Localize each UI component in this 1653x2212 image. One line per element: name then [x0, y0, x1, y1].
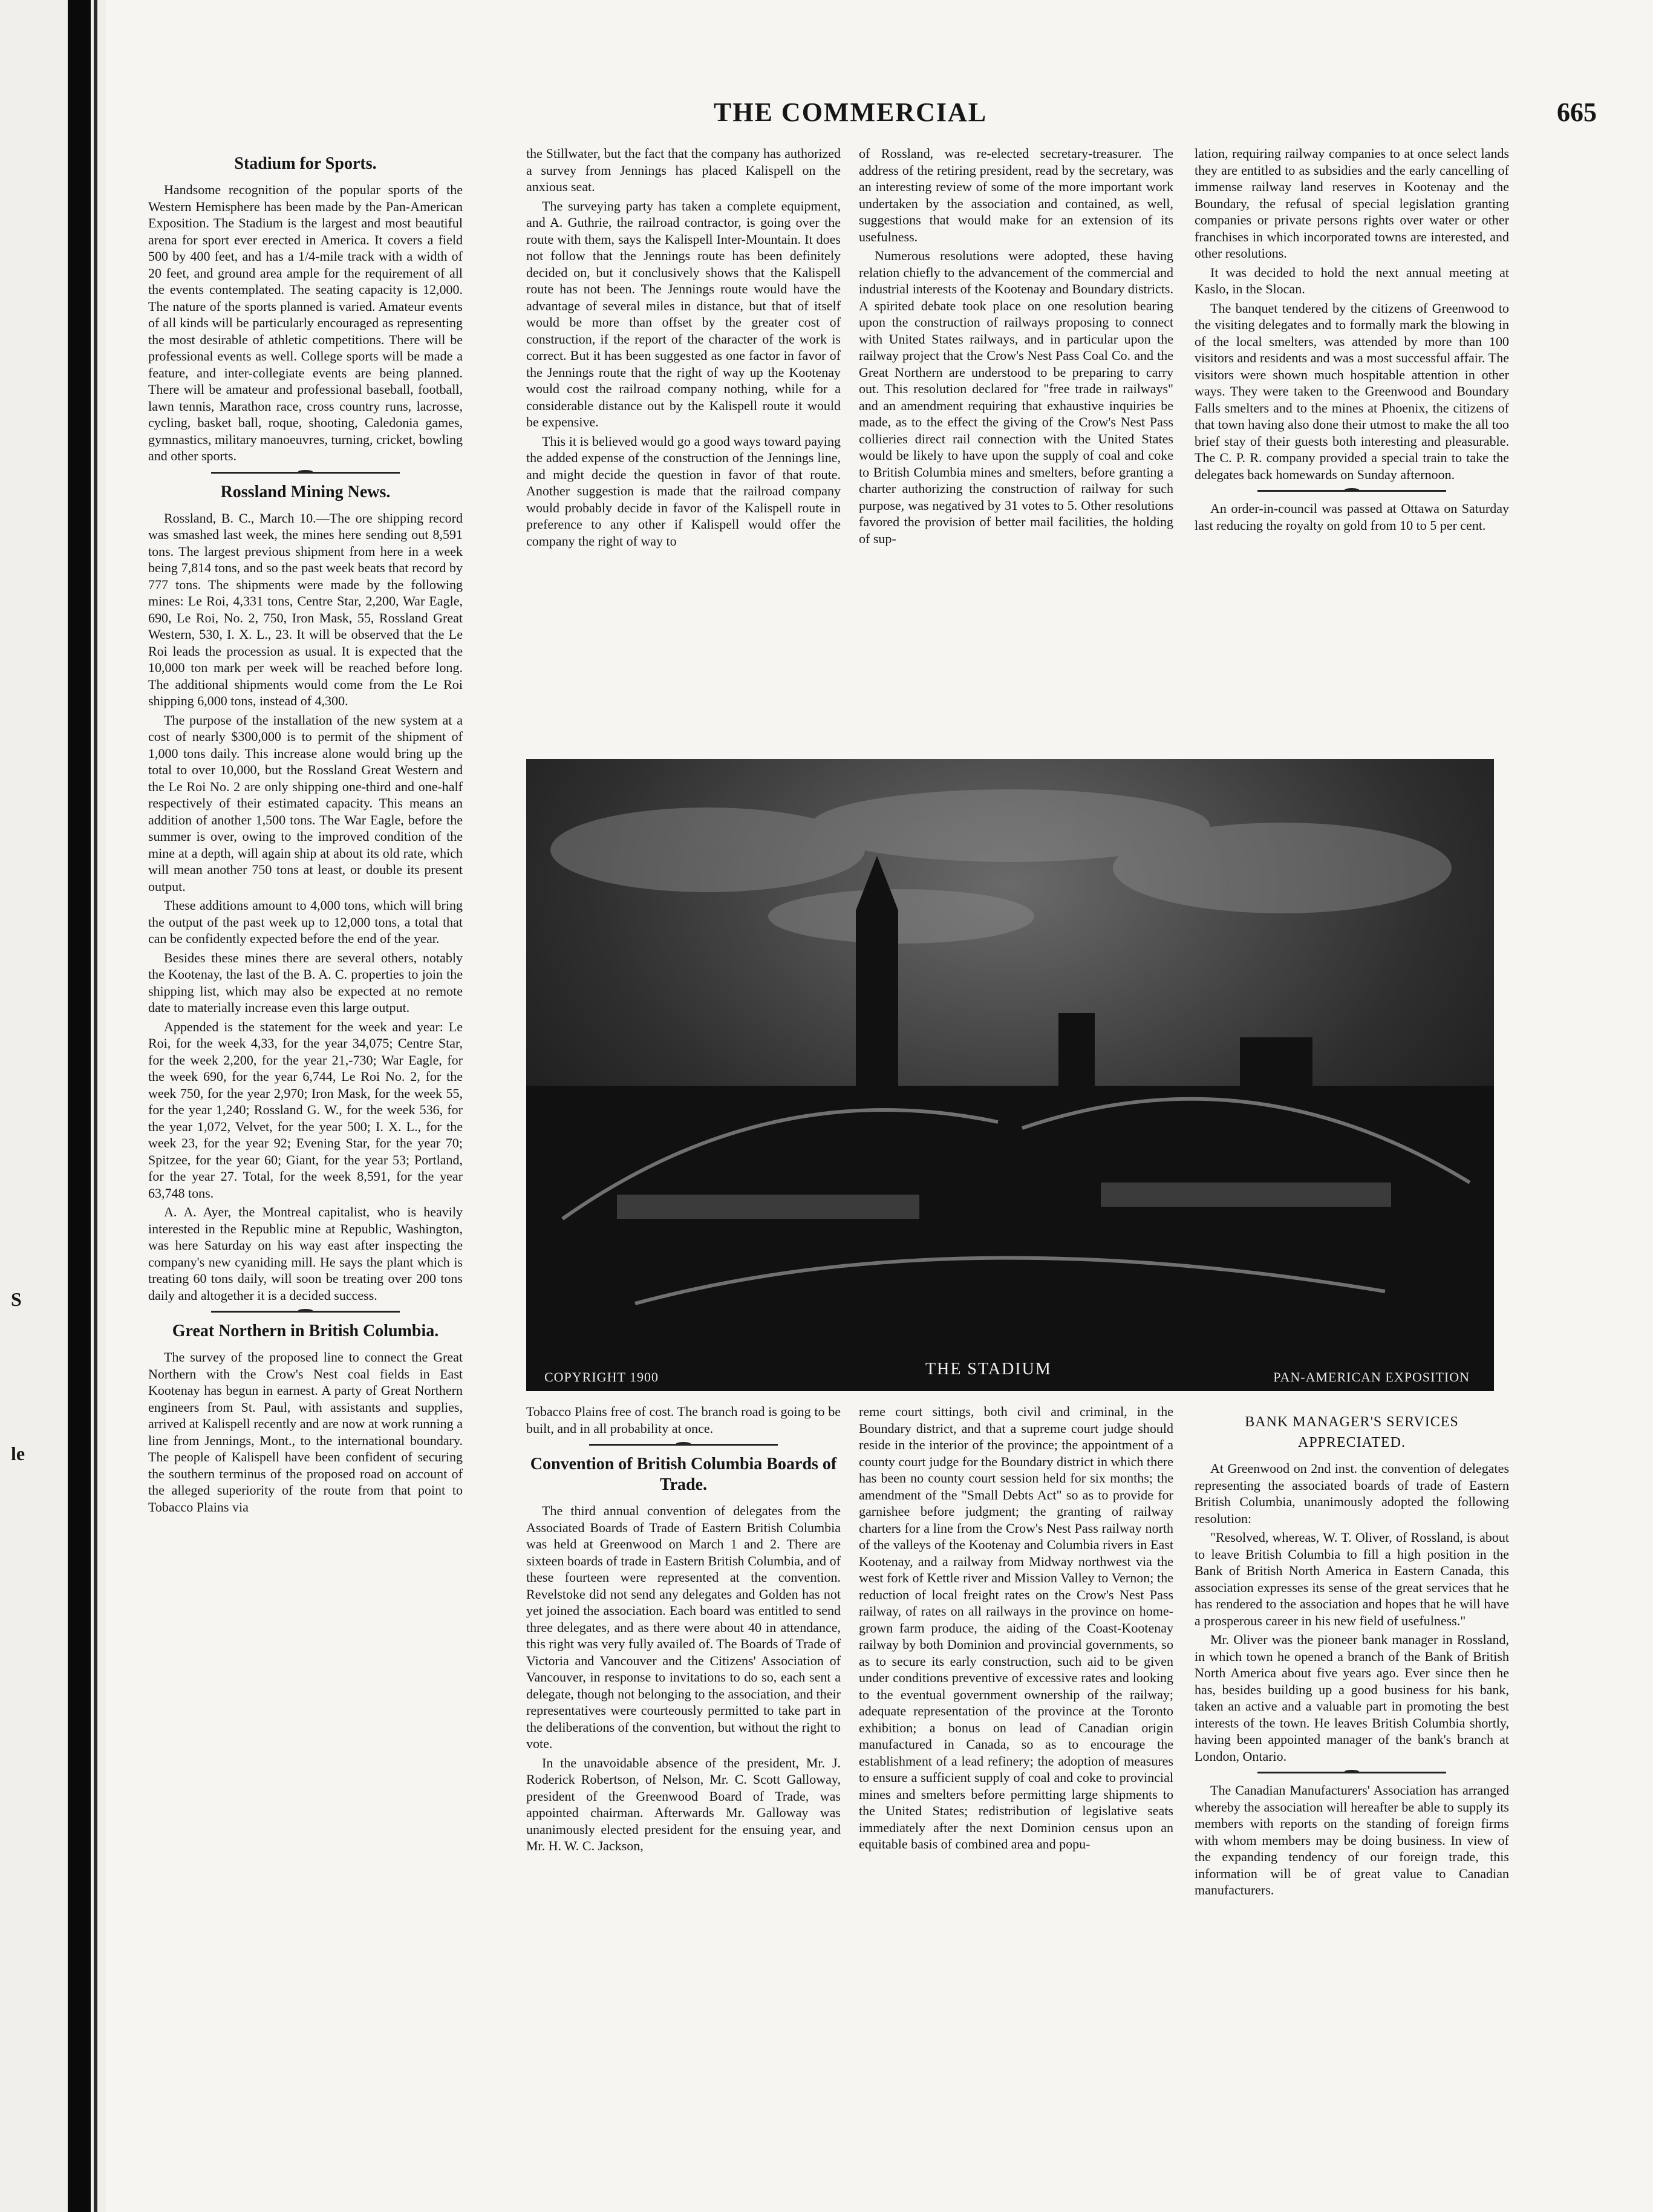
paragraph: The third annual convention of delegates from the Associated Boards of Trade of Eastern British Columbia was held at Greenwood on March 1 and 2. There are sixteen boards of trade in Eastern British Columbia, and of these fourteen were represented at the convention. Revelstoke did not send any delegates and Golden has not yet joined the association. Each board was entitled to send three delegates, and as there were about 40 in attendance, this right was very fully availed of. The Boards of Trade of Victoria and Vancouver and the Citizens' Association of Vancouver, in response to invitations to do so, each sent a delegate, though not belonging to the association, and their representatives were courteously permitted to take part in the deliberations of the convention, but without the right to vote. [526, 1503, 841, 1751]
paragraph: The surveying party has taken a complete equipment, and A. Guthrie, the railroad contractor, is going over the route with them, says the Kalispell Inter-Mountain. It does not follow that the Jennings route has been definitely decided on, but it conclusively shows that the Kalispell route has not been. The Jennings route would have the advantage of several miles in distance, but that of itself would be more than offset by the greater cost of construction, if the report of the character of the work is correct. But it has been suggested as one factor in favor of the Jennings route that the right of way up the Kootenay would cost the railroad company nothing, while for a considerable distance out by the Kalispell route it would be expensive. [526, 198, 841, 429]
gutter-fragment: S [11, 1288, 22, 1310]
column-4-top [1195, 145, 1509, 536]
adjacent-page-gutter [0, 0, 106, 2212]
paragraph: The purpose of the installation of the new system at a cost of nearly $300,000 is to permit of the shipment of 1,000 tons daily. This increase alone would bring up the total to over 10,000, but the Rossland Great Western and the Le Roi No. 2 are only shipping one-third and one-half respectively of their estimated capacity. This means an addition of another 1,500 tons. The War Eagle, before the summer is over, owing to the improved condition of the mine at a depth, will again ship at about its old rate, which will mean another 750 tons at least, or double its present output. [148, 712, 463, 894]
paragraph: This it is believed would go a good ways toward paying the added expense of the construction of the Jennings line, and might decide the question in favor of that route. Another suggestion is made that the railroad company would probably decide in favor of the Kalispell route in preference to any other if Kalispell would offer the company the right of way to [526, 433, 841, 549]
column-1 [148, 145, 463, 1518]
article-heading-stadium: Stadium for Sports. [234, 154, 377, 173]
page-number: 665 [1557, 97, 1597, 127]
publication-title: THE COMMERCIAL [714, 97, 988, 127]
column-2-top [526, 145, 841, 552]
article-heading-great-northern: Great Northern in British Columbia. [172, 1322, 439, 1340]
binding-line [94, 0, 97, 2212]
section-divider [1257, 490, 1446, 492]
photo-credit: PAN-AMERICAN EXPOSITION [1273, 1369, 1470, 1385]
paragraph: An order-in-council was passed at Ottawa on Saturday last reducing the royalty on gold from 10 to 5 per cent. [1195, 501, 1509, 533]
column-4-bottom [1195, 1403, 1509, 1901]
column-3-top [859, 145, 1173, 549]
paragraph: Numerous resolutions were adopted, these having relation chiefly to the advancement of the commercial and industrial interests of the Kootenay and Boundary districts. A spirited debate took place on one resolution bearing upon the construction of railways proposing to connect with United States railways, and in particular upon the railway project that the Crow's Nest Pass Coal Co. and the Great Northern are understood to be preparing to carry out. This resolution declared for "free trade in railways" and an amendment requiring that exhaustive inquiries be made, as to the effect the giving of the Crow's Nest Pass collieries direct rail connection with the United States would be likely to have upon the supply of coal and coke to British Columbia mines and smelters, before granting a charter authorizing the construction of railway for such purpose, was negatived by 31 votes to 5. Other resolutions favored the provision of better mail facilities, the holding of sup- [859, 248, 1173, 546]
stadium-photograph [526, 759, 1494, 1391]
paragraph: Tobacco Plains free of cost. The branch road is going to be built, and in all probability at once. [526, 1404, 841, 1436]
page-header [109, 97, 1597, 139]
paragraph: of Rossland, was re-elected secretary-treasurer. The address of the retiring president, read by the secretary, was an interesting review of some of the more important work undertaken by the association and contained, as well, suggestions that would make for an extension of its usefulness. [859, 146, 1173, 244]
article-heading-convention: Convention of British Columbia Boards of Trade. [530, 1455, 837, 1494]
section-divider [211, 472, 400, 474]
section-divider [589, 1444, 778, 1446]
section-divider [1257, 1772, 1446, 1773]
section-divider [211, 1311, 400, 1313]
paragraph: Appended is the statement for the week and year: Le Roi, for the week 4,33, for the year 34,075; Centre Star, for the week 2,200, for the year 21,-730; War Eagle, for the week 690, for the year 6,744, Le Roi No. 2, for the week 750, for the year 2,970; Iron Mask, for the week 55, for the year 1,240; Rossland G. W., for the week 536, for the year 1,072, Velvet, for the year 500; I. X. L., for the week 23, for the year 92; Evening Star, for the year 70; Spitzee, for the year 60; Giant, for the year 53; Portland, for the year 27. Total, for the week 8,591, for the year 63,748 tons. [148, 1019, 463, 1201]
paragraph: These additions amount to 4,000 tons, which will bring the output of the past week up to 12,000 tons, a total that can be confidently expected before the end of the year. [148, 898, 463, 946]
paragraph: It was decided to hold the next annual meeting at Kaslo, in the Slocan. [1195, 264, 1509, 296]
paragraph: Mr. Oliver was the pioneer bank manager in Rossland, in which town he opened a branch of the Bank of British North America about five years ago. Ever since then he has, besides building up a good business for his bank, taken an active and a valuable part in promoting the best interests of the town. He leaves British Columbia shortly, having been appointed manager of the bank's branch at London, Ontario. [1195, 1632, 1509, 1764]
gutter-fragment: le [11, 1443, 25, 1464]
paragraph: The survey of the proposed line to connect the Great Northern with the Crow's Nest coal fields in East Kootenay has begun in earnest. A party of Great Northern engineers from St. Paul, with assistants and supplies, arrived at Kalispell recently and are now at work running a line from Jennings, Mont., to the international boundary. The people of Kalispell have been confident of securing the southern terminus of the proposed road on account of the alleged superiority of the route from that point to Tobacco Plains via [148, 1349, 463, 1515]
article-heading-bank-manager: BANK MANAGER'S SERVICES APPRECIATED. [1245, 1414, 1459, 1450]
paragraph: reme court sittings, both civil and criminal, in the Boundary district, and that a supreme court judge should reside in the interior of the province; the appointment of a county court judge for the Boundary district in which there has been no county court session held for six months; the amendment of the "Small Debts Act" so as to provide for garnishee before judgment; the granting of railway charters for a line from the Crow's Nest Pass railway north of the valleys of the Kootenay and Columbia rivers in East Kootenay, and a railway from Midway northwest via the west fork of Kettle river and Mission Valley to Vernon; the reduction of local freight rates on the Crow's Nest Pass railway, of rates on all railways in the province on home-grown farm produce, the aiding of the Coast-Kootenay railway by both Dominion and provincial governments, so as to secure its early construction, such aid to be given under conditions preventive of excessive rates and looking to the eventual government ownership of the railway; adequate representation of the province at the Toronto exhibition; a bonus on lead of Canadian origin manufactured in Canada, so as to encourage the establishment of a lead refinery; the adoption of measures to ensure a sufficient supply of coal and coke to provincial mines and smelters before permitting large shipments to the United States; redistribution of legislative seats immediately after the next Dominion census upon an equitable basis of combined area and popu- [859, 1404, 1173, 1851]
paragraph: In the unavoidable absence of the president, Mr. J. Roderick Robertson, of Nelson, Mr. C. Scott Galloway, president of the Greenwood Board of Trade, was appointed chairman. Afterwards Mr. Galloway was unanimously elected president for the ensuing year, and Mr. H. W. C. Jackson, [526, 1755, 841, 1853]
photo-title: THE STADIUM [925, 1360, 1052, 1378]
photo-copyright: COPYRIGHT 1900 [544, 1369, 659, 1385]
paragraph: At Greenwood on 2nd inst. the convention of delegates representing the associated boards of trade of Eastern British Columbia, unanimously adopted the following resolution: [1195, 1461, 1509, 1526]
paragraph: A. A. Ayer, the Montreal capitalist, who is heavily interested in the Republic mine at Republic, Washington, was here Saturday on his way east after inspecting the company's new cyaniding mill. He says the plant which is treating 60 tons daily, will soon be treating over 200 tons daily and altogether it is a decided success. [148, 1204, 463, 1303]
article-heading-rossland: Rossland Mining News. [220, 482, 391, 501]
paragraph: The Canadian Manufacturers' Association has arranged whereby the association will hereafter be able to supply its members with reports on the standing of foreign firms with whom members may be doing business. In view of the expanding tendency of our foreign trade, this information will be of great value to Canadian manufacturers. [1195, 1783, 1509, 1897]
paragraph: The banquet tendered by the citizens of Greenwood to the visiting delegates and to formally mark the blowing in of the local smelters, was attended by more than 100 visitors and residents and was a most successful affair. The visitors were shown much hospitable attention in other ways. They were taken to the Greenwood and Boundary Falls smelters and to the mines at Phoenix, the citizens of that town having also done their utmost to make the all too brief stay of their guests both interesting and pleasurable. The C. P. R. company provided a special train to take the delegates back homewards on Sunday afternoon. [1195, 300, 1509, 482]
paragraph: the Stillwater, but the fact that the company has authorized a survey from Jennings has placed Kalispell on the anxious seat. [526, 146, 841, 194]
stadium-illustration [526, 759, 1494, 1391]
paragraph: Besides these mines there are several others, notably the Kootenay, the last of the B. A. C. properties to join the shipping list, which may also be expected at no remote date to materially increase even this large output. [148, 950, 463, 1015]
paragraph: lation, requiring railway companies to at once select lands they are entitled to as subsidies and the early cancelling of immense railway land reserves in Kootenay and the Boundary, the refusal of special legislation granting companies or private persons rights over water or other franchises in which incorporated towns are interested, and other resolutions. [1195, 146, 1509, 261]
column-3-bottom [859, 1403, 1173, 1855]
column-2-bottom [526, 1403, 841, 1857]
paragraph: Rossland, B. C., March 10.—The ore shipping record was smashed last week, the mines here sending out 8,591 tons. The largest previous shipment from here in a week being 7,814 tons, and so the past week beats that record by 777 tons. The shipments were made by the following mines: Le Roi, 4,331 tons, Centre Star, 2,200, War Eagle, 690, Le Roi, No. 2, 750, Iron Mask, 55, Rossland Great Western, 530, I. X. L., 23. It will be observed that the Le Roi leads the procession as usual. It is expected that the 10,000 ton mark per week will be reached before long. The additional shipments would come from the Le Roi shipping 6,000 tons, instead of 4,300. [148, 510, 463, 708]
paragraph: "Resolved, whereas, W. T. Oliver, of Rossland, is about to leave British Columbia to fill a high position in the Bank of British North America in Eastern Canada, this association expresses its sense of the great services that he has rendered to the association and hopes that he will have a prosperous career in his new field of usefulness." [1195, 1530, 1509, 1628]
binding-shadow [68, 0, 91, 2212]
article-body-stadium: Handsome recognition of the popular sports of the Western Hemisphere has been made by the Pan-American Exposition. The Stadium is the largest and most beautiful arena for sport ever erected in America. It covers a field 500 by 400 feet, and has a 1/4-mile track with a width of 20 feet, and ground area ample for the requirement of all the events contemplated. The seating capacity is 12,000. The nature of the sports planned is varied. Amateur events of all kinds will be particularly encouraged as representing the most desirable of athletic competitions. There will be professional events as well. College sports will be made a feature, and inter-collegiate events are being planned. There will be amateur and professional baseball, football, lawn tennis, Marathon race, cross country runs, lacrosse, cycling, basket ball, roque, shooting, Caledonia games, gymnastics, military manoeuvres, turning, cricket, bowling and other sports. [148, 182, 463, 463]
